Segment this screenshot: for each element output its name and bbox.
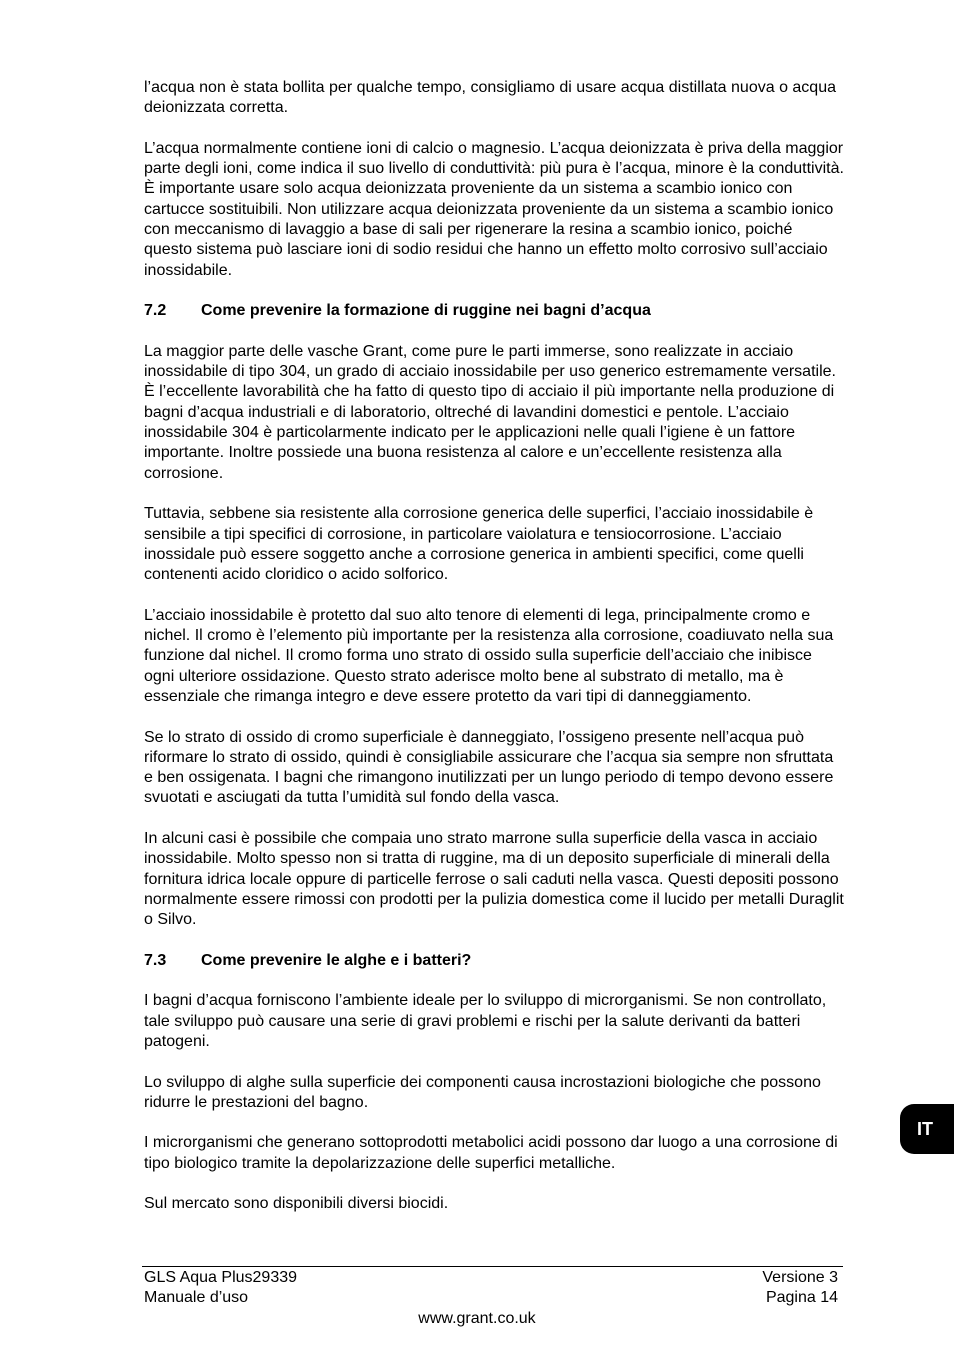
page-footer — [144, 1268, 838, 1309]
paragraph: Se lo strato di ossido di cromo superficiale è danneggiato, l’ossigeno presente nell’acqua può riformare lo strato di ossido, quindi è consigliabile assicurare che l’acqua sia sempre non sfruttata e ben ossigenata. I bagni che rimangono inutilizzati per un lungo periodo di tempo devono essere svuotati e asciugati da tutta l’umidità sul fondo della vasca. — [144, 728, 834, 807]
footer-version: Versione 3 — [762, 1269, 838, 1286]
footer-url-container — [0, 1309, 954, 1329]
language-tab: IT — [900, 1104, 954, 1154]
paragraph: I bagni d’acqua forniscono l’ambiente ideale per lo sviluppo di microrganismi. Se non controllato, tale sviluppo può causare una serie di gravi problemi e rischi per la salute derivanti da batteri patogeni. — [144, 992, 827, 1050]
paragraph: I microrganismi che generano sottoprodotti metabolici acidi possono dar luogo a una corrosione di tipo biologico tramite la depolarizzazione delle superfici metalliche. — [144, 1134, 838, 1172]
paragraph: l’acqua non è stata bollita per qualche tempo, consigliamo di usare acqua distillata nuova o acqua deionizzata corretta. — [144, 79, 836, 117]
paragraph: In alcuni casi è possibile che compaia uno strato marrone sulla superficie della vasca in acciaio inossidabile. Molto spesso non si tratta di ruggine, ma di un deposito superficiale di minerali della fornitura idrica locale oppure di particelle ferrose o sali caduti nella vasca. Questi depositi possono normalmente essere rimossi con prodotti per la pulizia domestica come il lucido per metalli Duraglit o Silvo. — [144, 829, 844, 929]
footer-row — [144, 1288, 838, 1308]
section-number: 7.2 — [144, 302, 167, 320]
footer-row — [144, 1268, 838, 1288]
footer-divider — [142, 1266, 843, 1267]
footer-product: GLS Aqua Plus29339 — [144, 1269, 298, 1286]
paragraph: La maggior parte delle vasche Grant, come pure le parti immerse, sono realizzate in acciaio inossidabile di tipo 304, un grado di acciaio inossidabile per uso generico estremamente versatile. È l’eccellente lavorabilità che ha fatto di questo tipo di acciaio il più importante nella produzione di bagni d’acqua industriali e di laboratorio, oltreché di lavandini domestici e pentole. L’acciaio inossidabile 304 è particolarmente indicato per le applicazioni nelle quali l’igiene è un fattore importante. Inoltre possiede una buona resistenza al calore e un’eccellente resistenza alla corrosione. — [144, 342, 836, 482]
section-title: Come prevenire la formazione di ruggine nei bagni d’acqua — [201, 302, 651, 320]
footer-page-number: Pagina 14 — [765, 1289, 838, 1307]
paragraph: L’acciaio inossidabile è protetto dal suo alto tenore di elementi di lega, principalmente cromo e nichel. Il cromo è l’elemento più importante per la resistenza alla corrosione, coadiuvato nella sua funzione dal nichel. Il cromo forma uno strato di ossido sulla superficie dell’acciaio che inibisce ogni ulteriore ossidazione. Questo strato aderisce molto bene al substrato di metallo, ma è essenziale che rimanga integro e deve essere protetto da vari tipi di danneggiamento. — [144, 606, 834, 705]
footer-manual: Manuale d’uso — [144, 1289, 249, 1307]
section-number: 7.3 — [144, 951, 167, 969]
section-heading-7-2 — [144, 301, 844, 321]
paragraph: L’acqua normalmente contiene ioni di calcio o magnesio. L’acqua deionizzata è priva della maggior parte degli ioni, come indica il suo livello di conduttività: più pura è l’acqua, minore è la conduttività. È importante usare solo acqua deionizzata proveniente da un sistema a scambio ionico con cartucce sostituibili. Non utilizzare acqua deionizzata proveniente da un sistema a scambio ionico con meccanismo di lavaggio a base di sali per rigenerare la resina a scambio ionico, poiché questo sistema può lasciare ioni di sodio residui che hanno un effetto molto corrosivo sull’acciaio inossidabile. — [144, 139, 844, 279]
section-heading-7-3 — [144, 951, 844, 971]
paragraph: Lo sviluppo di alghe sulla superficie dei componenti causa incrostazioni biologiche che possono ridurre le prestazioni del bagno. — [144, 1073, 821, 1111]
paragraph: Sul mercato sono disponibili diversi biocidi. — [144, 1195, 449, 1213]
footer-url: www.grant.co.uk — [418, 1310, 536, 1327]
section-title: Come prevenire le alghe e i batteri? — [201, 951, 472, 969]
paragraph: Tuttavia, sebbene sia resistente alla corrosione generica delle superfici, l’acciaio inossidabile è sensibile a tipi specifici di corrosione, in particolare vaiolatura e tensiocorrosione. L’acciaio inossidale può essere soggetto anche a corrosione generica in ambienti specifici, come quelli contenenti acido cloridico o acido solforico. — [144, 505, 814, 584]
document-body — [144, 78, 844, 1235]
